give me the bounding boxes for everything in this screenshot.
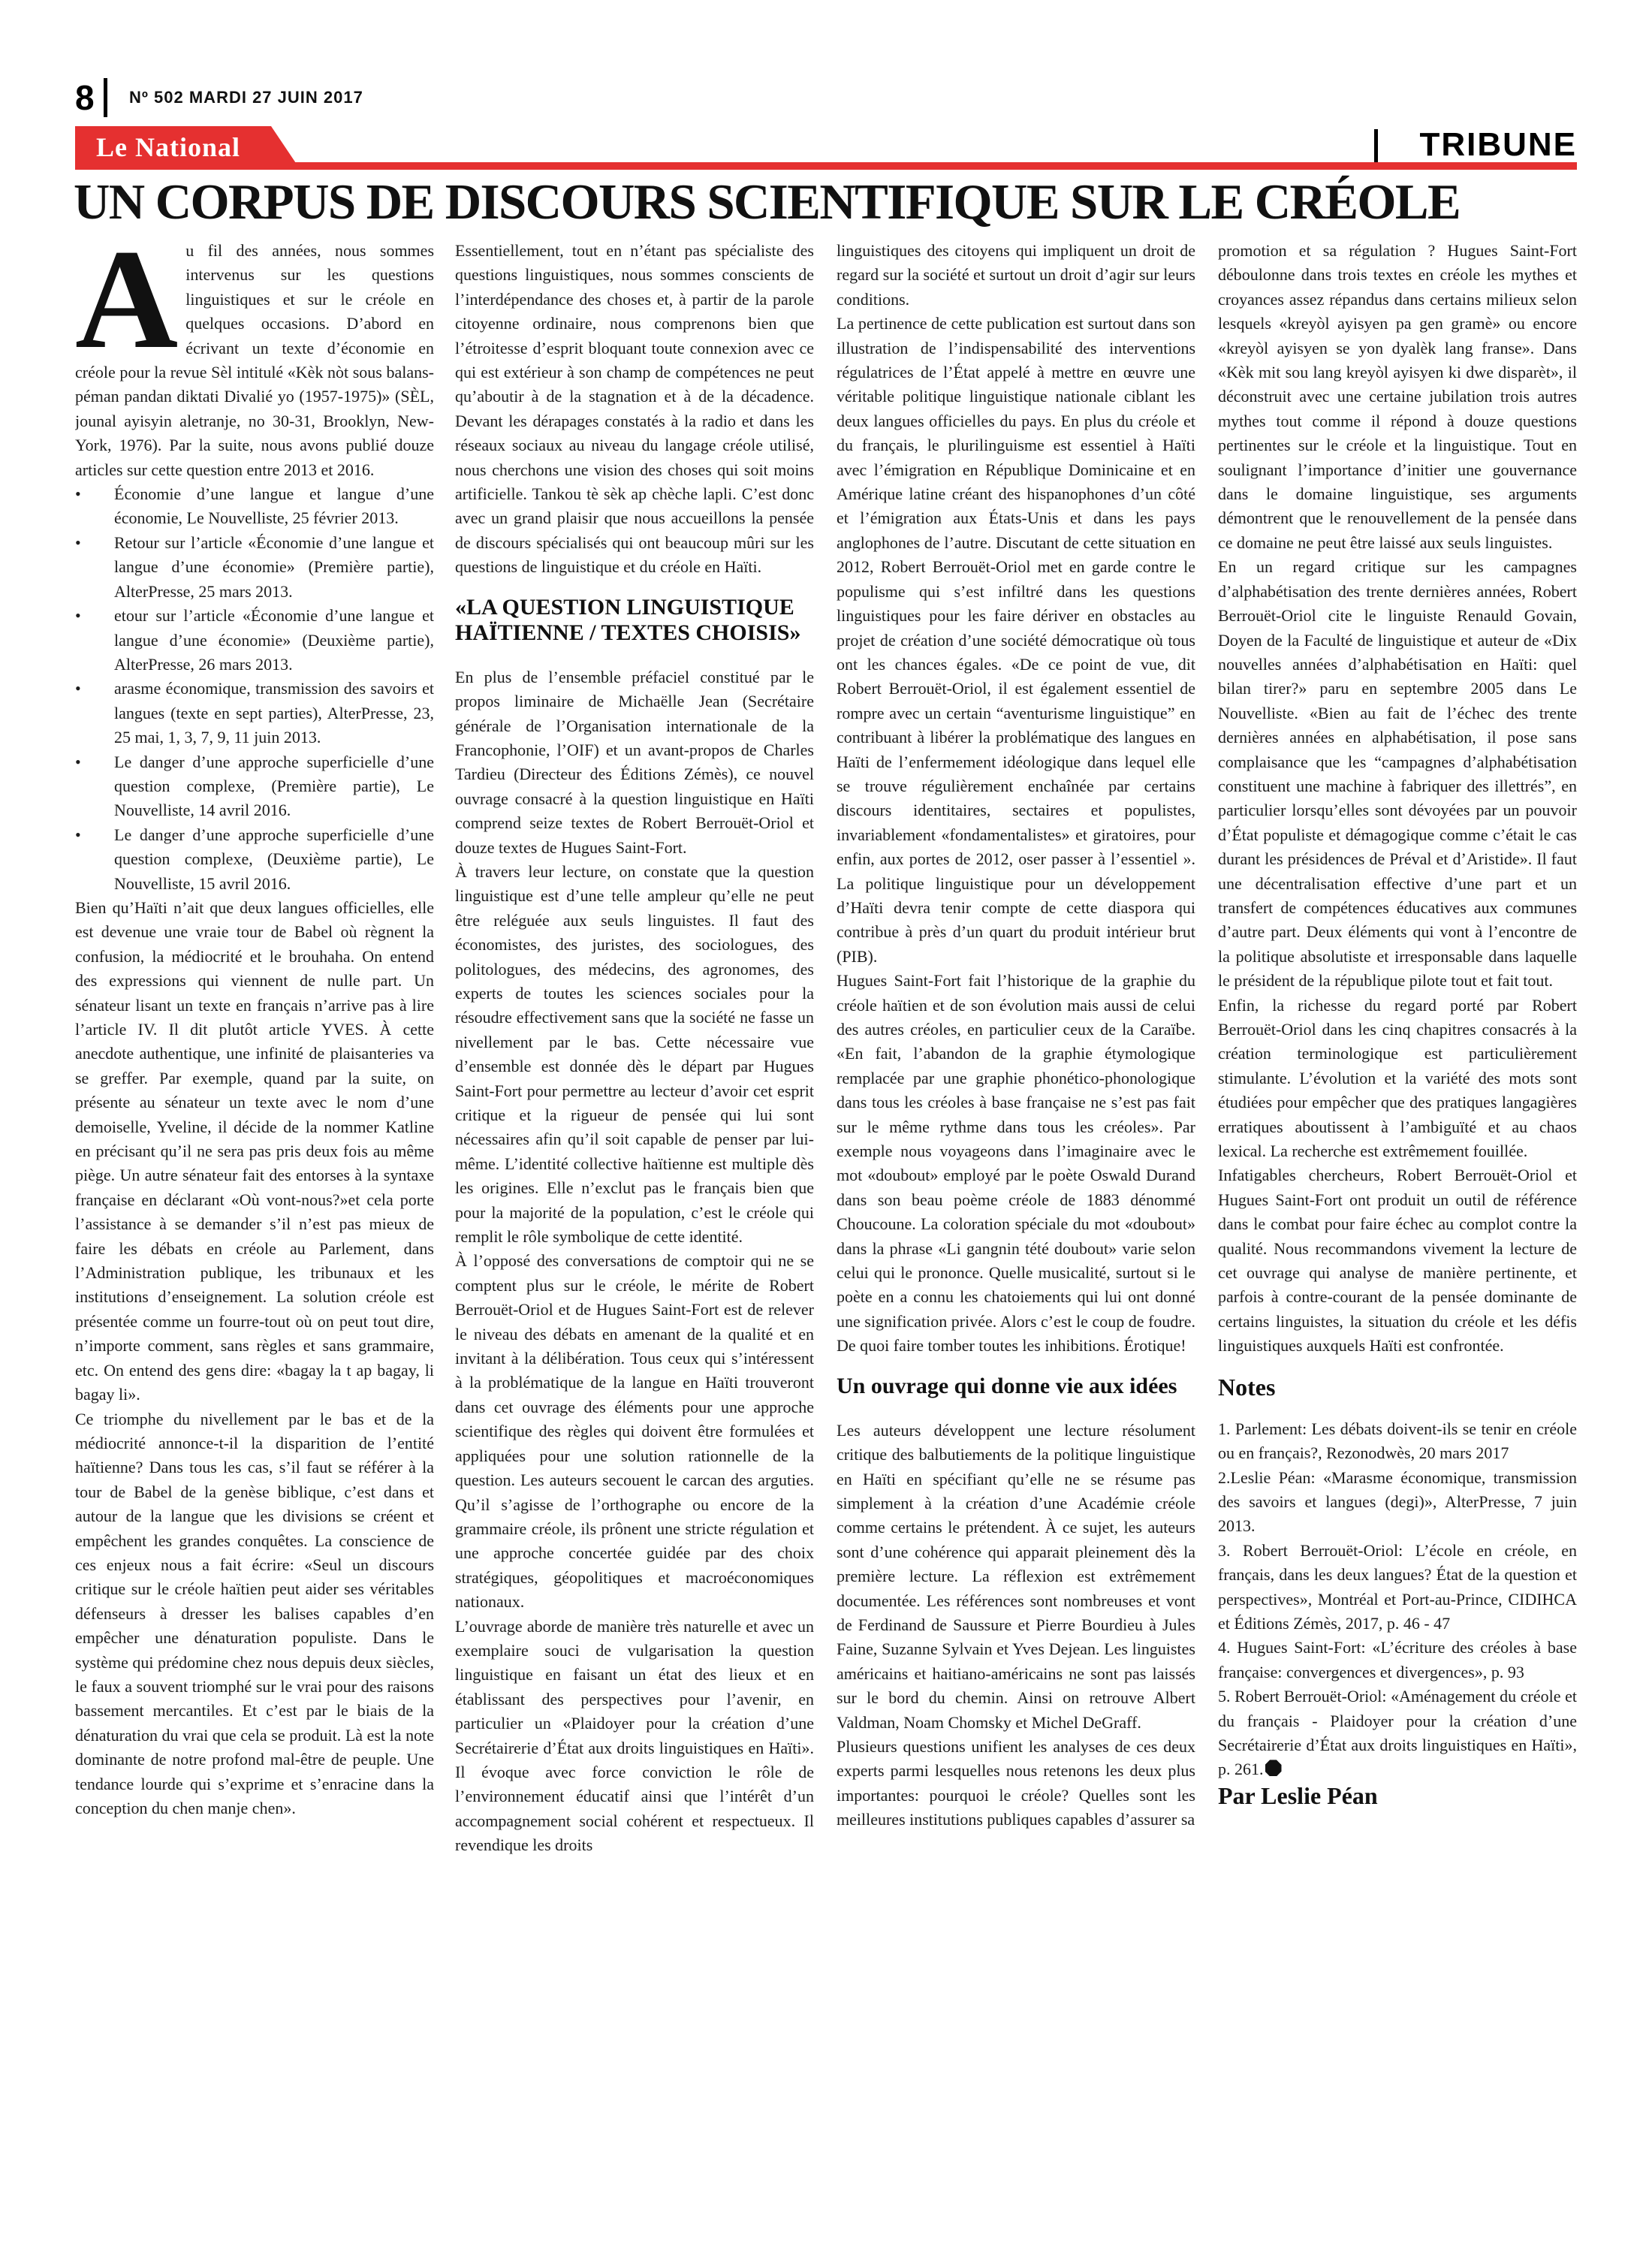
body-paragraph: À travers leur lecture, on constate que la question linguistique est d’une telle ampleur qu’elle ne peut être reléguée aux seuls linguistes. Il faut des économistes, des juristes, des sociologues, des politologues, des médecins, des agronomes, des experts de toutes les sciences sociales pour la résoudre effectivement sans que la société ne fasse un nivellement par le bas. Cette nécessaire vue d’ensemble est donnée dès le départ par Hugues Saint-Fort pour permettre au lecteur d’avoir cet esprit critique et la rigueur de pensée qui lui sont nécessaires afin qu’il soit capable de penser par lui-même. L’identité collective haïtienne est multiple dès les origines. Elle n’exclut pas le français bien que pour la majorité de la population, c’est le créole qui remplit le rôle symbolique de cette identité. bbox=[455, 861, 814, 1247]
body-paragraph: En un regard critique sur les campagnes d’alphabétisation des trente dernières années, Robert Berrouët-Oriol cite le linguiste Renauld Govain, Doyen de la Faculté de linguistique et auteur de «Dix nouvelles années d’alphabétisation en Haïti: quel bilan tirer?» paru en septembre 2005 dans Le Nouvelliste. «Bien au fait de l’échec des trente dernières années en alphabétisation, il pose sans complaisance que les “campagnes d’alphabétisation constituent une machine à fabriquer des illettrés”, en particulier lorsqu’elles sont dévoyées par un pouvoir d’État populiste et démagogique comme c’était le cas durant les présidences de Préval et d’Aristide». Il faut une décentralisation effective d’une part et un transfert de compétences éducatives aux communes d’autre part. Deux éléments qui vont à l’encontre de la politique absolutiste et irresponsable dans laquelle le président de la république pilote tout et fait tout. bbox=[1218, 557, 1577, 991]
section-divider bbox=[1374, 129, 1378, 162]
subheading: «LA QUESTION LINGUISTIQUE HAÏTIENNE / TEXTES CHOISIS» bbox=[455, 594, 801, 645]
issue-date-line: Nº 502 MARDI 27 JUIN 2017 bbox=[129, 88, 363, 107]
note-item: 1. Parlement: Les débats doivent-ils se tenir en créole ou en français?, Rezonodwès, 20 mars 2017 bbox=[1218, 1419, 1577, 1463]
body-paragraph: linguistiques des citoyens qui impliquent un droit de regard sur la société et surtout un droit d’agir sur leurs conditions. bbox=[837, 241, 1195, 309]
list-item: • arasme économique, transmission des savoirs et langues (texte en sept parties), AlterPresse, 23, 25 mai, 1, 3, 7, 9, 11 juin 2013. bbox=[75, 679, 434, 747]
body-paragraph: Enfin, la richesse du regard porté par Robert Berrouët-Oriol dans les cinq chapitres consacrés à la création terminologique est particulièrement stimulante. L’évolution et la variété des mots sont étudiées pour empêcher que des pratiques langagières erratiques aboutissent à l’ambiguïté et au chaos lexical. La recherche est extrêmement fouillée. bbox=[1218, 995, 1577, 1161]
article-column-3 bbox=[837, 239, 1195, 2206]
intro-paragraph bbox=[75, 239, 434, 482]
note-item: 5. Robert Berrouët-Oriol: «Aménagement du créole et du français - Plaidoyer pour la création d’une Secrétairerie d’État aux droits linguistiques en Haïti», p. 261. bbox=[1218, 1687, 1577, 1779]
note-item: 4. Hugues Saint-Fort: «L’écriture des créoles à base française: convergences et divergences», p. 93 bbox=[1218, 1638, 1577, 1681]
drop-cap: A bbox=[75, 239, 179, 379]
list-item: • Le danger d’une approche superficielle d’une question complexe, (Deuxième partie), Le Nouvelliste, 15 avril 2016. bbox=[75, 825, 434, 893]
end-of-article-icon bbox=[1265, 1760, 1282, 1776]
body-paragraph: Essentiellement, tout en n’étant pas spécialiste des questions linguistiques, nous sommes conscients de l’interdépendance des choses et, à partir de la parole citoyenne ordinaire, nous comprenons bien que l’étroitesse d’esprit bloquant toute connexion avec ce qui est extérieur à son champ de compétences ne peut qu’aboutir à de la stagnation et à de la décadence. Devant les dérapages constatés à la radio et dans les réseaux sociaux au niveau du langage créole utilisé, nous cherchons une vision des choses qui soit moins artificielle. Tankou tè sèk ap chèche lapli. C’est donc avec un grand plaisir que nous accueillons la pensée de discours spécialisés qui ont beaucoup mûri sur les questions de linguistique et du créole en Haïti. bbox=[455, 241, 814, 577]
body-paragraph: L’ouvrage aborde de manière très naturelle et avec un exemplaire souci de vulgarisation la question linguistique en faisant un état des lieux et en établissant des perspectives pour l’avenir, en particulier un «Plaidoyer pour la création d’une Secrétairerie d’État aux droits linguistiques en Haïti». Il évoque avec force conviction le rôle de l’environnement éducatif ainsi que l’intérêt d’un accompagnement social cohérent et respectueux. Il revendique les droits bbox=[455, 1616, 814, 1855]
article-column-4 bbox=[1218, 239, 1577, 2206]
note-item: 2.Leslie Péan: «Marasme économique, transmission des savoirs et langues (degi)», AlterPresse, 7 juin 2013. bbox=[1218, 1467, 1577, 1536]
body-paragraph: Infatigables chercheurs, Robert Berrouët-Oriol et Hugues Saint-Fort ont produit un outil de référence dans le combat pour faire échec au complot contre la qualité. Nous recommandons vivement la lecture de cet ouvrage qui analyse de manière pertinente, et parfois à contre-courant de la pensée dominante de certains linguistes, la situation du créole et les défis linguistiques auxquels Haïti est confrontée. bbox=[1218, 1166, 1577, 1356]
header-rule bbox=[75, 162, 1577, 170]
article-column-2 bbox=[455, 239, 814, 2206]
masthead-logo: Le National bbox=[96, 132, 241, 162]
body-paragraph: Plusieurs questions unifient les analyses de ces deux experts parmi lesquelles nous retenons les deux plus importantes: pourquoi le créole? Quelles sont les meilleures institutions publiques capables d’assurer sa bbox=[837, 1736, 1195, 1829]
list-item: • Retour sur l’article «Économie d’une langue et langue d’une économie» (Première partie), AlterPresse, 25 mars 2013. bbox=[75, 532, 434, 601]
author-byline: Par Leslie Péan bbox=[1218, 1781, 1378, 1809]
list-item: • Économie d’une langue et langue d’une économie, Le Nouvelliste, 25 février 2013. bbox=[75, 484, 434, 528]
body-paragraph: Ce triomphe du nivellement par le bas et de la médiocrité annonce-t-il la disparition de l’entité haïtienne? Dans tous les cas, s’il faut se référer à la tour de Babel de la genèse biblique, c’est dans et autour de la langue que les divisions se créent et empêchent les grandes conquêtes. La conscience de ces enjeux nous a fait écrire: «Seul un discours critique sur le créole haïtien peut aider ses véritables défenseurs à dresser les balises capables d’en empêcher une dénaturation populiste. Dans le système qui prédomine chez nous depuis deux siècles, le faux a souvent triomphé sur le vrai pour des raisons bassement mercantiles. Et c’est par le biais de la dénaturation du vrai que cela se produit. Là est la note dominante de notre profond mal-être de peuple. Une tendance lourde qui s’exprime et s’enracine dans la conception du chen manje chen». bbox=[75, 1409, 434, 1817]
article-column-1 bbox=[75, 239, 434, 2206]
page-number: 8 bbox=[75, 78, 95, 117]
note-item: 3. Robert Berrouët-Oriol: L’école en créole, en français, dans les deux langues? État de la question et perspectives», Montréal et Port-au-Prince, CIDIHCA et Éditions Zémès, 2017, p. 46 - 47 bbox=[1218, 1540, 1577, 1633]
body-paragraph: Bien qu’Haïti n’ait que deux langues officielles, elle est devenue une vraie tour de Babel où règnent la confusion, la médiocrité et le brouhaha. On entend des expressions qui viennent de nulle part. Un sénateur lisant un texte en français n’arrive pas à lire l’article IV. Il dit plutôt article YVES. À cette anecdote authentique, une infinité de plaisanteries va se greffer. Par exemple, quand par la suite, on présente au sénateur un texte avec le nom d’une demoiselle, Yveline, il décide de la nommer Katline en précisant qu’il ne sera pas pris deux fois au même piège. Un autre sénateur fait des entorses à la syntaxe française en déclarant «Où vont-nous?»et cela porte l’assistance à se demander s’il n’est pas mieux de faire les débats en créole au Parlement, dans l’Administration publique, les tribunaux et les institutions d’enseignement. La solution créole est présentée comme un fourre-tout où on peut tout dire, n’importe comment, sans règles et sans grammaire, etc. On entend des gens dire: «bagay la t ap bagay, li bagay li». bbox=[75, 897, 434, 1404]
section-label: TRIBUNE bbox=[1419, 126, 1577, 163]
body-paragraph: À l’opposé des conversations de comptoir qui ne se comptent plus sur le créole, le mérite de Robert Berrouët-Oriol et de Hugues Saint-Fort est de relever le niveau des débats en amenant de la qualité et en invitant à la délibération. Tous ceux qui s’intéressent à la problématique de la langue en Haïti trouveront dans cet ouvrage des éléments pour une approche scientifique des règles qui doivent être formulées et appliquées pour une solution rationnelle de la question. Les auteurs secouent le carcan des arguties. Qu’il s’agisse de l’orthographe ou encore de la grammaire créole, ils prônent une stricte régulation et une approche concertée guidée par des choix stratégiques, géopolitiques et macroéconomiques nationaux. bbox=[455, 1251, 814, 1612]
page-number-divider bbox=[104, 78, 107, 117]
notes-heading: Notes bbox=[1218, 1373, 1276, 1401]
body-paragraph: promotion et sa régulation ? Hugues Saint-Fort déboulonne dans trois textes en créole les mythes et croyances assez répandus dans certains milieux selon lesquels «kreyòl ayisyen pa gen gramè» ou encore «kreyòl ayisyen se yon dyalèk lang franse». Dans «Kèk mit sou lang kreyòl ayisyen ki dwe disparèt», il déconstruit avec une certaine jubilation trois autres mythes tout comme il répond à douze questions pertinentes sur le créole et la linguistique. Tout en soulignant l’importance d’initier une gouvernance dans le domaine linguistique, ses arguments démontrent que le renouvellement de la pensée dans ce domaine ne peut être laissé aux seuls linguistes. bbox=[1218, 241, 1577, 552]
body-paragraph: La pertinence de cette publication est surtout dans son illustration de l’indispensabilité des interventions régulatrices de l’État appelé à mettre en œuvre une véritable politique linguistique nationale ciblant les deux langues officielles du pays. En plus du créole et du français, le plurilinguisme est essentiel à Haïti avec l’émigration en République Dominicaine et en Amérique latine créant des hispanophones d’un côté et l’émigration aux États-Unis et dans les pays anglophones de l’autre. Discutant de cette situation en 2012, Robert Berrouët-Oriol met en garde contre le populisme qui s’est infiltré dans les questions linguistiques pour les faire dériver en obstacles au projet de création d’une société démocratique où tous ont les chances égales. «De ce point de vue, dit Robert Berrouët-Oriol, il est également essentiel de rompre avec un certain “aventurisme linguistique” en contribuant à libérer la problématique des langues en Haïti de l’enfermement idéologique dans lequel elle se trouve régulièrement enchaînée par certains discours identitaires, sectaires et populistes, invariablement «fondamentalistes» et giratoires, pour enfin, aux portes de 2012, oser passer à l’essentiel ». La politique linguistique pour un développement d’Haïti devra tenir compte de cette diaspora qui contribue à près d’un quart du produit intérieur brut (PIB). bbox=[837, 314, 1195, 966]
page-header bbox=[75, 75, 1577, 120]
subheading: Un ouvrage qui donne vie aux idées bbox=[837, 1373, 1177, 1398]
body-paragraph: Hugues Saint-Fort fait l’historique de la graphie du créole haïtien et de son évolution mais aussi de celui des autres créoles, en particulier ceux de la Caraïbe. «En fait, l’abandon de la graphie étymologique remplacée par une graphie phonético-phonologique dans tous les créoles à base française ne s’est pas fait sur le même rythme dans tous les créoles». Par exemple nous voyageons dans l’imaginaire avec le mot «doubout» employé par le poète Oswald Durand dans son beau poème créole de 1883 dénommé Choucoune. La coloration spéciale du mot «doubout» dans la phrase «Li gangnin tété doubout» varie selon celui qui le prononce. Quelle musicalité, surtout si le poète en a connu les chatoiements qui lui ont donné une signification privée. Alors c’est le coup de foudre. De quoi faire tomber toutes les inhibitions. Érotique! bbox=[837, 971, 1195, 1356]
list-item: • etour sur l’article «Économie d’une langue et langue d’une économie» (Deuxième partie), AlterPresse, 26 mars 2013. bbox=[75, 606, 434, 674]
list-item: • Le danger d’une approche superficielle d’une question complexe, (Première partie), Le Nouvelliste, 14 avril 2016. bbox=[75, 752, 434, 820]
body-paragraph: Les auteurs développent une lecture résolument critique des balbutiements de la politique linguistique en Haïti en spécifiant qu’elle ne se résume pas simplement à la création d’une Académie créole comme certains le prétendent. À ce sujet, les auteurs sont d’une cohérence qui apparait pleinement dès la première lecture. La réflexion est extrêmement documentée. Les références sont nombreuses et vont de Ferdinand de Saussure et Pierre Bourdieu à Jules Faine, Suzanne Sylvain et Yves Dejean. Les linguistes américains et haitiano-américains ne sont pas laissés sur le bord du chemin. Ainsi on retrouve Albert Valdman, Noam Chomsky et Michel DeGraff. bbox=[837, 1420, 1195, 1732]
body-paragraph: En plus de l’ensemble préfaciel constitué par le propos liminaire de Michaëlle Jean (Secrétaire générale de l’Organisation internationale de la Francophonie, l’OIF) et un avant-propos de Charles Tardieu (Directeur des Éditions Zémès), ce nouvel ouvrage consacré à la question linguistique en Haïti comprend seize textes de Robert Berrouët-Oriol et douze textes de Hugues Saint-Fort. bbox=[455, 667, 814, 857]
article-headline: UN CORPUS DE DISCOURS SCIENTIFIQUE SUR LE CRÉOLE bbox=[74, 174, 1461, 230]
intro-text: u fil des années, nous sommes intervenus sur les questions linguistiques et sur le créole en quelques occasions. D’abord en écrivant un texte d’économie en créole pour la revue Sèl intitulé «Kèk nòt sous balans-péman pandan diktati Divalié yo (1957-1975)» (SÈL, jounal ayisyin aletranje, no 30-31, Brooklyn, New-York, 1976). Par la suite, nous avons publié douze articles sur cette question entre 2013 et 2016. bbox=[75, 241, 434, 479]
